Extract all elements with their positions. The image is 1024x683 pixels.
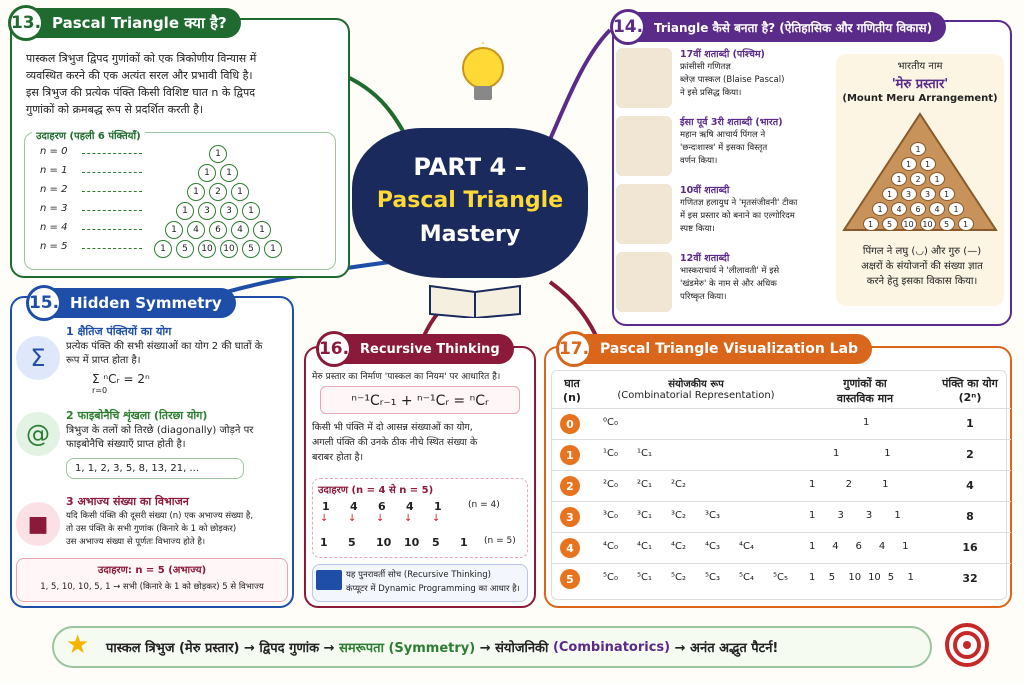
history-line: स्पष्ट किया। xyxy=(680,224,715,234)
undefined: 1 xyxy=(198,164,216,182)
comb-cell: ⁴C₂ xyxy=(671,541,686,552)
panel-17-number: 17. xyxy=(556,331,592,367)
value-cell: 5 xyxy=(828,572,836,583)
undefined: 1 xyxy=(187,183,205,201)
undefined: 1 xyxy=(165,221,183,239)
row-label: n = 0 xyxy=(40,146,68,157)
hdr-comb xyxy=(596,376,796,401)
history-line: महान ऋषि आचार्य पिंगल ने xyxy=(680,130,766,140)
sum-cell: 8 xyxy=(966,510,974,523)
meru-cell: 3 xyxy=(901,187,917,201)
down-arrow-icon: ↓ xyxy=(376,513,385,524)
row4-value: 4 xyxy=(350,500,358,513)
meru-footer xyxy=(842,244,1002,289)
row5-value: 10 xyxy=(376,536,392,549)
history-heading: 10वीं शताब्दी xyxy=(680,185,730,196)
meru-cell: 1 xyxy=(882,187,898,201)
fibonacci-sequence: 1, 1, 2, 3, 5, 8, 13, 21, ... xyxy=(66,458,244,479)
sym-3 xyxy=(66,494,290,549)
meru-cell: 1 xyxy=(910,142,926,156)
undefined: 1 xyxy=(154,240,172,258)
sym-1-text: रूप में प्राप्त होता है। xyxy=(66,355,141,366)
power-dot: 0 xyxy=(560,414,580,434)
meru-foot-line: अक्षरों के संयोजनों की संख्या ज्ञात xyxy=(861,261,983,272)
lock-icon: ■ xyxy=(16,502,60,546)
meru-cell: 1 xyxy=(891,172,907,186)
footer-part-e: → अनंत अद्भुत पैटर्न! xyxy=(674,641,779,656)
undefined: 1 xyxy=(220,164,238,182)
undefined: 5 xyxy=(176,240,194,258)
comb-cell: ⁵C₂ xyxy=(671,572,686,583)
comb-cell: ⁴C₃ xyxy=(705,541,720,552)
meru-cell: 1 xyxy=(958,217,974,231)
comb-cell: ³C₀ xyxy=(603,510,618,521)
down-arrow-icon: ↓ xyxy=(348,513,357,524)
lightbulb-icon xyxy=(455,42,511,108)
para-line: गुणांकों को क्रमबद्ध रूप से प्रदर्शित करती है। xyxy=(26,103,204,116)
history-line: ने इसे प्रसिद्ध किया। xyxy=(680,88,742,98)
panel-17-title: Pascal Triangle Visualization Lab xyxy=(600,341,859,357)
hdr-sum-b: (2ⁿ) xyxy=(958,391,982,404)
recursive-line: बराबर होता है। xyxy=(312,452,364,463)
row4-value: 1 xyxy=(322,500,330,513)
sym-2 xyxy=(66,408,288,479)
comb-cell: ⁵C₃ xyxy=(705,572,720,583)
portrait-image xyxy=(616,48,672,108)
hdr-power xyxy=(556,376,588,404)
meru-cell: 1 xyxy=(901,157,917,171)
meru-cell: 10 xyxy=(920,217,936,231)
meru-label: भारतीय नाम xyxy=(897,61,943,72)
row5-value: 1 xyxy=(320,536,328,549)
sum-cell: 2 xyxy=(966,448,974,461)
sym-2-heading: फाइबोनैचि शृंखला (तिरछा योग) xyxy=(77,409,208,422)
undefined: 3 xyxy=(220,202,238,220)
meru-cell: 2 xyxy=(910,172,926,186)
history-item xyxy=(680,116,830,168)
sym-1-text: प्रत्येक पंक्ति की सभी संख्याओं का योग 2 की घातों के xyxy=(66,341,263,352)
comb-cell: ⁴C₀ xyxy=(603,541,618,552)
meru-cell: 4 xyxy=(891,202,907,216)
undefined: 2 xyxy=(209,183,227,201)
recursive-text xyxy=(312,420,532,465)
meru-english: (Mount Meru Arrangement) xyxy=(842,93,998,104)
value-cell: 10 xyxy=(848,572,862,583)
comb-cell: ⁵C₀ xyxy=(603,572,618,583)
recursive-footer xyxy=(346,568,526,596)
portrait-image xyxy=(616,252,672,312)
undefined: 3 xyxy=(198,202,216,220)
row5-label: (n = 5) xyxy=(484,536,516,546)
row4-value: 6 xyxy=(378,500,386,513)
footer-part-c: → संयोजनिकी xyxy=(479,641,549,656)
meru-foot-line: पिंगल ने लघु (◡) और गुरु (—) xyxy=(862,246,982,257)
history-line: फ्रांसीसी गणितज्ञ xyxy=(680,62,731,72)
history-heading: ईसा पूर्व 3री शताब्दी (भारत) xyxy=(680,117,783,128)
footer-part-a: पास्कल त्रिभुज (मेरु प्रस्तार) → द्विपद गुणांक → xyxy=(106,641,335,656)
row-label: n = 4 xyxy=(40,222,68,233)
comb-cell: ²C₂ xyxy=(671,479,686,490)
value-cell: 10 xyxy=(868,572,881,583)
down-arrow-icon: ↓ xyxy=(432,513,441,524)
central-title-line1: PART 4 – xyxy=(413,153,527,181)
value-cell: 1 xyxy=(833,448,840,459)
panel-14-title: Triangle कैसे बनता है? (ऐतिहासिक और गणितीय विकास) xyxy=(654,20,933,35)
power-dot: 1 xyxy=(560,445,580,465)
sym-3-number: 3 xyxy=(66,495,74,508)
lab-row xyxy=(551,501,1011,531)
undefined: 10 xyxy=(220,240,238,258)
footer-banner xyxy=(52,626,932,668)
panel-17-tag xyxy=(558,334,872,364)
value-cell: 5 xyxy=(887,572,895,583)
para-line: इस त्रिभुज की प्रत्येक पंक्ति किसी विशिष्ट घात n के द्विपद xyxy=(26,86,256,99)
comb-cell: ⁵C₁ xyxy=(637,572,652,583)
comb-cell: ³C₃ xyxy=(705,510,720,521)
history-item xyxy=(680,184,830,236)
undefined: 1 xyxy=(253,221,271,239)
undefined: 1 xyxy=(231,183,249,201)
sym-1-number: 1 xyxy=(66,325,74,338)
meru-cell: 3 xyxy=(920,187,936,201)
portrait-image xyxy=(616,184,672,244)
row5-value: 10 xyxy=(404,536,420,549)
panel-16-tag xyxy=(318,334,514,364)
value-cell: 1 xyxy=(907,572,914,583)
value-cell: 1 xyxy=(809,510,816,521)
meru-cell: 5 xyxy=(882,217,898,231)
row4-value: 4 xyxy=(406,500,414,513)
row-arrow xyxy=(82,248,142,249)
panel-13-tag xyxy=(10,8,241,38)
value-cell: 1 xyxy=(809,479,816,490)
open-book-icon xyxy=(425,278,525,318)
undefined: 5 xyxy=(242,240,260,258)
footer-part-b: समरूपता (Symmetry) xyxy=(339,641,476,656)
pascal-rule-formula: ⁿ⁻¹Cᵣ₋₁ + ⁿ⁻¹Cᵣ = ⁿCᵣ xyxy=(320,386,520,414)
value-cell: 1 xyxy=(809,541,816,552)
row-label: n = 2 xyxy=(40,184,68,195)
comb-cell: ¹C₁ xyxy=(637,448,652,459)
sum-cell: 1 xyxy=(966,417,974,430)
comb-cell: ⁵C₄ xyxy=(739,572,754,583)
power-dot: 2 xyxy=(560,476,580,496)
star-icon: ★ xyxy=(66,630,90,660)
meru-cell: 4 xyxy=(929,202,945,216)
history-line: 'छन्दःशास्त्र' में इसका विस्तृत xyxy=(680,143,768,153)
comb-cell: ³C₂ xyxy=(671,510,686,521)
sym-example-box xyxy=(16,558,288,602)
sym-2-text: त्रिभुज के तलों को तिरछे (diagonally) जोड़ने पर xyxy=(66,425,254,436)
undefined: 10 xyxy=(198,240,216,258)
value-cell: 3 xyxy=(865,510,873,521)
history-line: परिष्कृत किया। xyxy=(680,292,727,302)
row-label: n = 1 xyxy=(40,165,68,176)
meru-cell: 1 xyxy=(948,202,964,216)
value-cell: 4 xyxy=(878,541,886,552)
sym-2-text: फाइबोनैचि संख्याएँ प्राप्त होती है। xyxy=(66,439,186,450)
portrait-image xyxy=(616,116,672,176)
down-arrow-icon: ↓ xyxy=(404,513,413,524)
sym-example-text: 1, 5, 10, 10, 5, 1 → सभी (किनारे के 1 को छोड़कर) 5 से विभाज्य xyxy=(40,582,264,592)
value-cell: 4 xyxy=(832,541,839,552)
comb-cell: ⁴C₄ xyxy=(739,541,754,552)
undefined: 1 xyxy=(264,240,282,258)
history-line: 'खंडमेरु' के नाम से और अधिक xyxy=(680,279,777,289)
panel-16-number: 16. xyxy=(316,331,352,367)
hdr-sum xyxy=(934,376,1006,404)
meru-cell: 10 xyxy=(901,217,917,231)
value-cell: 1 xyxy=(809,572,816,583)
power-dot: 3 xyxy=(560,507,580,527)
idea-bulb xyxy=(455,42,511,108)
row-arrow xyxy=(82,153,142,154)
row-arrow xyxy=(82,210,142,211)
value-cell: 3 xyxy=(837,510,844,521)
spiral-icon: @ xyxy=(16,412,60,456)
panel-13-title: Pascal Triangle क्या है? xyxy=(52,14,227,32)
panel-13-number: 13. xyxy=(8,5,44,41)
panel-15-number: 15. xyxy=(26,285,62,321)
comb-cell: ³C₁ xyxy=(637,510,652,521)
row5-value: 5 xyxy=(432,536,440,549)
sym-example-heading: उदाहरण: n = 5 (अभाज्य) xyxy=(97,565,207,576)
value-cell: 2 xyxy=(845,479,852,490)
row5-value: 5 xyxy=(348,536,356,549)
sym-1-limit: r=0 xyxy=(92,386,108,395)
central-title xyxy=(352,150,588,252)
meru-cell: 1 xyxy=(920,157,936,171)
meru-cell: 1 xyxy=(863,217,879,231)
sum-cell: 32 xyxy=(962,572,978,585)
sum-cell: 4 xyxy=(966,479,974,492)
lab-row xyxy=(551,408,1011,438)
para-line: व्यवस्थित करने की एक अत्यंत सरल और प्रभावी विधि है। xyxy=(26,69,253,82)
value-cell: 6 xyxy=(855,541,862,552)
undefined: 6 xyxy=(209,221,227,239)
panel-14-tag xyxy=(612,12,946,42)
comb-cell: ⁰C₀ xyxy=(603,417,618,428)
sym-2-number: 2 xyxy=(66,409,74,422)
row-arrow xyxy=(82,172,142,173)
meru-foot-line: करने हेतु इसका विकास किया। xyxy=(866,276,978,287)
undefined: 4 xyxy=(231,221,249,239)
recursive-intro: मेरु प्रस्तार का निर्माण 'पास्कल का नियम' पर आधारित है। xyxy=(312,372,501,382)
power-dot: 4 xyxy=(560,538,580,558)
meru-cell: 6 xyxy=(910,202,926,216)
value-cell: 1 xyxy=(902,541,909,552)
comb-cell: ⁴C₁ xyxy=(637,541,652,552)
sum-cell: 16 xyxy=(962,541,978,554)
panel-16-title: Recursive Thinking xyxy=(360,341,500,357)
hdr-values-b: वास्तविक मान xyxy=(836,392,894,405)
computer-icon xyxy=(316,570,342,590)
sym-3-text: तो उस पंक्ति के सभी गुणांक (किनारे के 1 को छोड़कर) xyxy=(66,524,237,534)
meru-cell: 1 xyxy=(872,202,888,216)
sym-1-heading: क्षैतिज पंक्तियों का योग xyxy=(77,325,172,338)
undefined: 1 xyxy=(242,202,260,220)
recursive-line: अगली पंक्ति की उनके ठीक नीचे स्थित संख्या के xyxy=(312,437,478,448)
para-line: पास्कल त्रिभुज द्विपद गुणांकों को एक त्रिकोणीय विन्यास में xyxy=(26,52,257,65)
central-title-line2: Pascal Triangle xyxy=(376,188,564,213)
history-heading: 12वीं शताब्दी xyxy=(680,253,730,264)
sym-1 xyxy=(66,324,288,395)
power-dot: 5 xyxy=(560,569,580,589)
row-label: n = 5 xyxy=(40,241,68,252)
comb-cell: ²C₁ xyxy=(637,479,652,490)
undefined: 1 xyxy=(209,145,227,163)
sym-3-text: यदि किसी पंक्ति की दूसरी संख्या (n) एक अभाज्य संख्या है, xyxy=(66,511,254,521)
panel-13-paragraph xyxy=(26,50,346,118)
panel-15-title: Hidden Symmetry xyxy=(70,294,222,312)
sym-3-text: उस अभाज्य संख्या से पूर्णतः विभाज्य होते है। xyxy=(66,537,206,547)
value-cell: 1 xyxy=(882,479,889,490)
sym-1-formula: Σ ⁿCᵣ = 2ⁿ xyxy=(92,372,150,386)
row-label: n = 3 xyxy=(40,203,68,214)
meru-cell: 5 xyxy=(939,217,955,231)
history-item xyxy=(680,48,830,100)
hdr-values xyxy=(800,376,930,406)
value-cell: 1 xyxy=(884,448,891,459)
history-line: वर्णन किया। xyxy=(680,156,718,166)
comb-cell: ¹C₀ xyxy=(603,448,618,459)
meru-cell: 1 xyxy=(929,172,945,186)
panel-14-number: 14. xyxy=(610,9,646,45)
panel-15-tag xyxy=(28,288,236,318)
hdr-comb-b: (Combinatorial Representation) xyxy=(617,390,775,401)
recursive-foot-line: कंप्यूटर में Dynamic Programming का आधार है। xyxy=(346,584,520,594)
row5-value: 1 xyxy=(460,536,468,549)
meru-name: 'मेरु प्रस्तार' xyxy=(891,77,949,92)
central-title-line3: Mastery xyxy=(419,222,521,247)
comb-cell: ⁵C₅ xyxy=(773,572,788,583)
lab-row xyxy=(551,439,1011,469)
hdr-comb-a: संयोजकीय रूप xyxy=(668,379,724,390)
row4-value: 1 xyxy=(434,500,442,513)
recursive-line: किसी भी पंक्ति में दो आसन्न संख्याओं का योग, xyxy=(312,422,473,433)
row-arrow xyxy=(82,229,142,230)
target-icon xyxy=(944,622,990,672)
lab-row xyxy=(551,563,1011,593)
recursive-example-heading: उदाहरण (n = 4 से n = 5) xyxy=(318,485,434,496)
undefined: 4 xyxy=(187,221,205,239)
panel-13-example-label: उदाहरण (पहली 6 पंक्तियाँ) xyxy=(32,128,145,142)
footer-part-d: (Combinatorics) xyxy=(552,639,671,655)
hdr-sum-a: पंक्ति का योग xyxy=(942,377,998,390)
history-heading: 17वीं शताब्दी (पश्चिम) xyxy=(680,49,765,60)
history-line: ब्लेज़ पास्कल (Blaise Pascal) xyxy=(680,75,785,85)
history-line: गणितज्ञ हलायुध ने 'मृतसंजीवनी' टीका xyxy=(680,198,798,208)
value-cell: 1 xyxy=(863,417,870,428)
meru-header xyxy=(836,60,1004,106)
row4-label: (n = 4) xyxy=(468,500,500,510)
down-arrow-icon: ↓ xyxy=(320,513,329,524)
sym-3-heading: अभाज्य संख्या का विभाजन xyxy=(77,495,189,508)
hdr-power-b: (n) xyxy=(563,391,581,404)
lab-row xyxy=(551,470,1011,500)
history-item xyxy=(680,252,830,304)
undefined: 1 xyxy=(176,202,194,220)
history-line: में इस प्रस्तार को बनाने का एल्गोरिदम xyxy=(680,211,795,221)
hdr-power-a: घात xyxy=(564,377,580,390)
hdr-values-a: गुणांकों का xyxy=(843,377,887,390)
meru-cell: 1 xyxy=(939,187,955,201)
recursive-foot-line: यह पुनरावर्ती सोच (Recursive Thinking) xyxy=(346,570,491,580)
history-line: भास्कराचार्य ने 'लीलावती' में इसे xyxy=(680,266,780,276)
row-arrow xyxy=(82,191,142,192)
value-cell: 1 xyxy=(894,510,901,521)
sigma-icon: Σ xyxy=(16,336,60,380)
lab-row xyxy=(551,532,1011,562)
comb-cell: ²C₀ xyxy=(603,479,618,490)
